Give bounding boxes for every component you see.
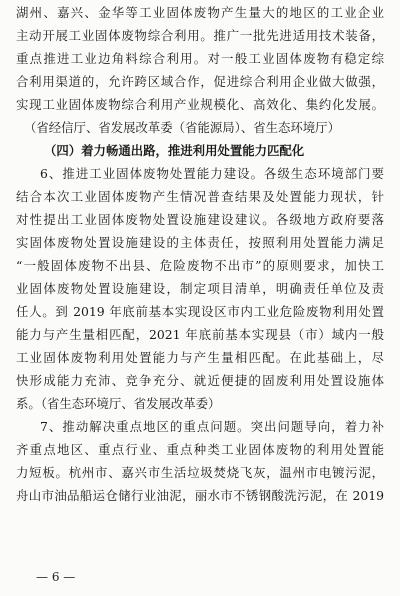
text-line: 系。（省生态环境厅、省发展改革委）	[16, 396, 221, 411]
text-line: 合利用渠道的，允许跨区域合作，促进综合利用企业做大做强，	[16, 74, 384, 89]
page-number: — 6 —	[36, 570, 76, 584]
paragraph-start: 7、推动解决重点地区的重点问题。突出问题导向，着力补	[40, 419, 384, 434]
section-heading: （四）着力畅通出路，推进利用处置能力匹配化	[44, 143, 305, 158]
text-line: 齐重点地区、重点行业、重点种类工业固体废物的利用处置能	[16, 442, 384, 457]
text-line: 业固体废物处置设施建设，制定项目清单，明确责任单位及责	[16, 281, 384, 296]
text-line: 实现工业固体废物综合利用产业规模化、高效化、集约化发展。	[16, 97, 384, 112]
text-line: “一般固体废物不出县、危险废物不出市”的原则要求，加快工	[16, 258, 384, 273]
text-line: 工业固体废物利用处置能力与产生量相匹配。在此基础上，尽	[16, 350, 384, 365]
text-line: 力短板。杭州市、嘉兴市生活垃圾焚烧飞灰，温州市电镀污泥，	[16, 465, 384, 480]
text-line: （省经信厅、省发展改革委（省能源局）、省生态环境厅）	[24, 120, 340, 135]
text-line: 结合本次工业固体废物产生情况普查结果及处置能力现状，针	[16, 189, 384, 204]
text-line: 实固体废物处置设施建设的主体责任，按照利用处置能力满足	[16, 235, 384, 250]
text-line: 舟山市油品船运仓储行业油泥，丽水市不锈钢酸洗污泥，在 2019	[16, 488, 384, 503]
text-line: 能力与产生量相匹配，2021 年底前基本实现县（市）域内一般	[16, 327, 384, 342]
text-line: 快形成能力充沛、竞争充分、就近便捷的固废利用处置设施体	[16, 373, 384, 388]
text-line: 对性提出工业固体废物处置设施建设建议。各级地方政府要落	[16, 212, 384, 227]
text-line: 湖州、嘉兴、金华等工业固体废物产生量大的地区的工业企业	[16, 5, 384, 20]
paragraph-start: 6、推进工业固体废物处置能力建设。各级生态环境部门要	[40, 166, 384, 181]
text-line: 重点推进工业边角料综合利用。对一般工业固体废物有稳定综	[16, 51, 384, 66]
text-line: 任人。到 2019 年底前基本实现设区市内工业危险废物利用处置	[16, 304, 384, 319]
text-line: 主动开展工业固体废物综合利用。推广一批先进适用技术装备，	[16, 28, 384, 43]
